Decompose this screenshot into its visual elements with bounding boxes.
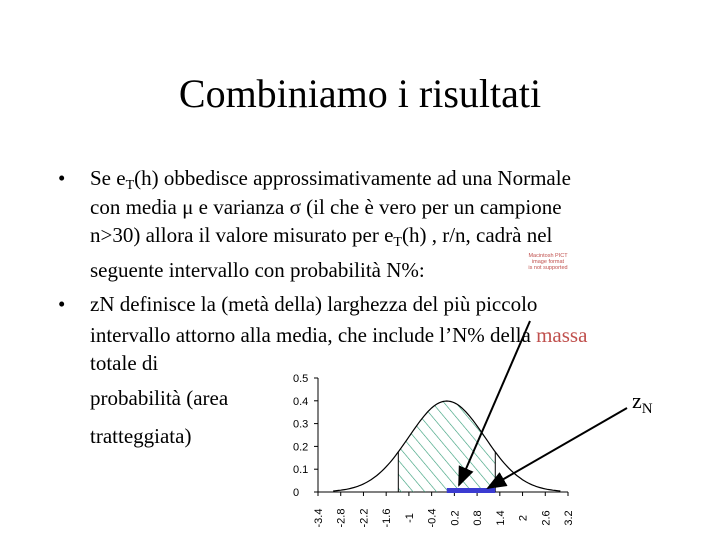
bullet2-line2-pre: intervallo attorno alla media, che include l’N% della [90, 323, 537, 347]
shaded-probability-area [398, 401, 495, 492]
x-tick-label: -2.2 [358, 508, 371, 528]
x-tick-label: 0.8 [472, 510, 485, 526]
bullet2-line5: tratteggiata) [90, 424, 192, 448]
y-tick-label: 0.4 [293, 395, 309, 408]
pict-line1: Macintosh PICT [528, 253, 568, 259]
bullet1-line1-pre: Se e [90, 166, 126, 190]
y-tick-label: 0.1 [293, 464, 309, 477]
y-tick-label: 0.5 [293, 373, 309, 385]
bullet2-line4: probabilità (area [90, 386, 229, 410]
x-tick-label: 1.4 [494, 510, 507, 526]
bullet-marker: • [58, 166, 66, 190]
pict-line2: image format [531, 259, 565, 265]
bullet1-line4: seguente intervallo con probabilità N%: [90, 258, 425, 282]
bullet2-line1: zN definisce la (metà della) larghezza del più piccolo [90, 292, 538, 316]
x-tick-label: -1 [403, 513, 416, 523]
arrow-to-zn-interval [488, 408, 627, 488]
chart-plot-area [293, 373, 575, 527]
bullet-marker: • [58, 292, 66, 316]
y-tick-label: 0.2 [293, 441, 309, 454]
y-tick-label: 0.3 [293, 418, 309, 431]
x-tick-label: 2.6 [540, 510, 553, 526]
bullet1-line3-sub: T [393, 235, 402, 250]
zn-interval-marker [447, 488, 495, 493]
bullet1-line3-post: (h) , r/n, cadrà nel [401, 223, 553, 247]
y-tick-label: 0 [293, 487, 300, 499]
x-tick-label: 3.2 [563, 510, 575, 526]
x-tick-label: 0.2 [449, 510, 462, 526]
x-tick-label: 2 [517, 514, 530, 522]
bullet1-line2: con media μ e varianza σ (il che è vero per un campione [90, 195, 562, 219]
bullet1-line3-pre: n>30) allora il valore misurato per e [90, 223, 394, 247]
x-tick-label: -1.6 [381, 508, 394, 528]
x-tick-label: -3.4 [313, 508, 325, 528]
bullet2-line3: totale di [90, 351, 159, 375]
x-tick-label: -2.8 [335, 508, 348, 528]
zn-label-main: z [632, 388, 642, 413]
massa-highlight: massa [536, 323, 588, 347]
slide-title: Combiniamo i risultati [178, 71, 542, 116]
pict-line3: is not supported [528, 265, 568, 271]
bullet1-line1-sub: T [125, 178, 135, 193]
zn-label-sub: N [641, 401, 653, 417]
bullet1-line1-post: (h) obbedisce approssimativamente ad una Normale [134, 166, 571, 190]
x-tick-label: -0.4 [426, 508, 439, 528]
